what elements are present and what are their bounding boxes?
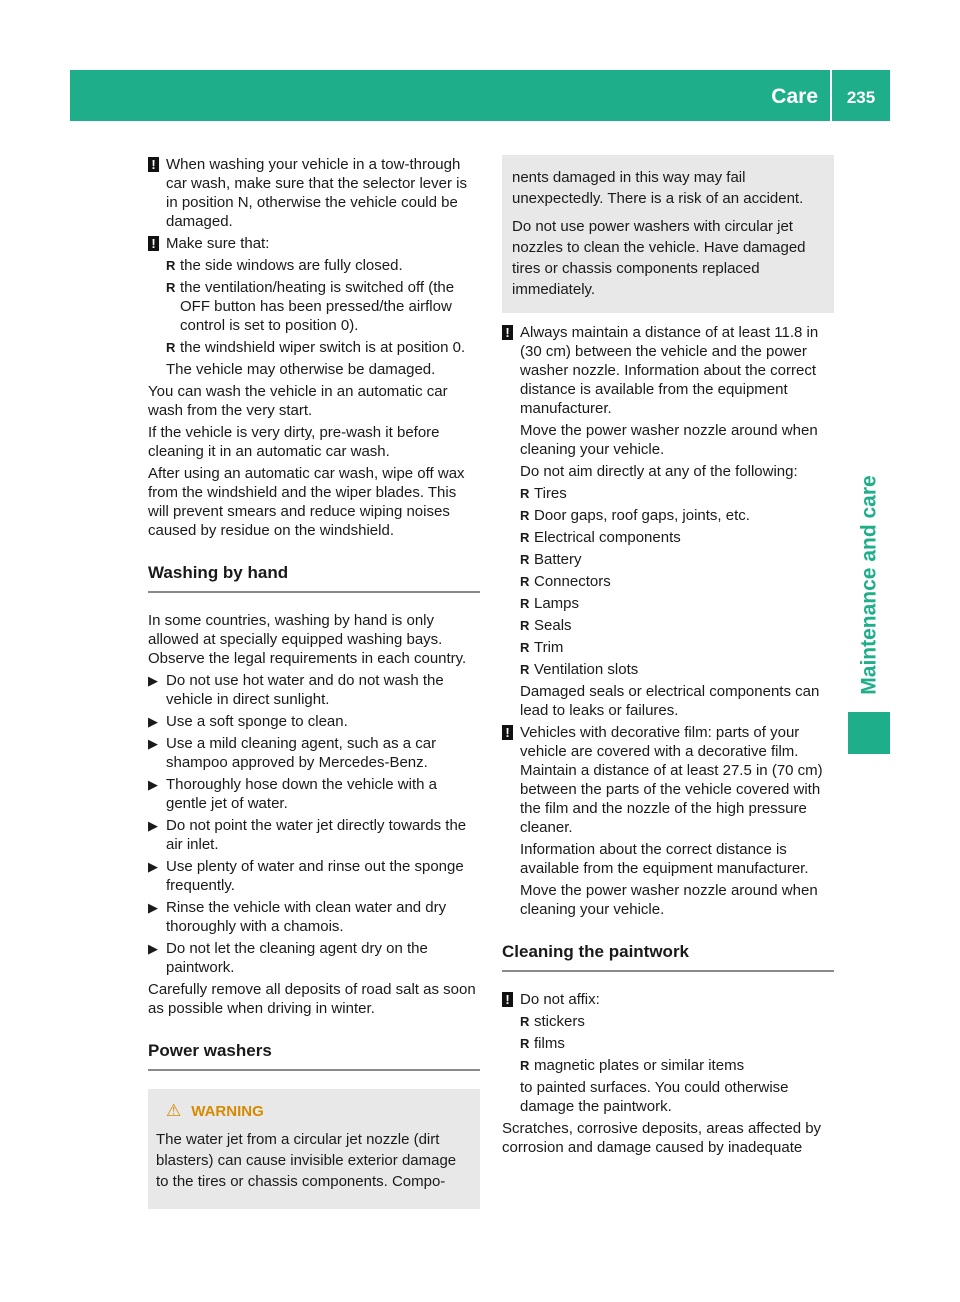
note-decorative-film <box>502 723 834 837</box>
exclamation-icon: ! <box>502 325 513 340</box>
warning-header <box>156 1101 472 1121</box>
note-followup: Do not aim directly at any of the following: <box>520 463 798 480</box>
note-text: Always maintain a distance of at least 11.8 in (30 cm) between the vehicle and the power washer nozzle. Information about the correct distance is available from the equipment manufacturer. <box>520 324 819 417</box>
exclamation-icon: ! <box>148 157 159 172</box>
warning-label: WARNING <box>191 1103 264 1120</box>
step-item: ▶ Use plenty of water and rinse out the sponge frequently. <box>148 858 464 894</box>
note-text: Vehicles with decorative film: parts of your vehicle are covered with a decorative film. Maintain a distance of at least 27.5 in (70 cm) between the parts of the vehicle covered with the film and the nozzle of the high pressure cleaner. <box>520 724 823 836</box>
exclamation-icon: ! <box>148 236 159 251</box>
step-item: ▶ Do not use hot water and do not wash the vehicle in direct sunlight. <box>148 672 444 708</box>
arrow-right-icon: ▶ <box>148 900 158 915</box>
step-item: ▶ Thoroughly hose down the vehicle with a gentle jet of water. <box>148 776 437 812</box>
heading-washing-by-hand: Washing by hand <box>148 562 480 593</box>
note-text: When washing your vehicle in a tow-through car wash, make sure that the selector lever is in position N, otherwise the vehicle could be damaged. <box>166 156 467 230</box>
bullet-icon: R <box>520 640 530 655</box>
note-text: Do not affix: <box>520 991 600 1008</box>
arrow-right-icon: ▶ <box>148 818 158 833</box>
bullet-icon: R <box>520 618 530 633</box>
step-item: ▶ Do not let the cleaning agent dry on the paintwork. <box>148 940 428 976</box>
do-not-aim-list <box>502 484 834 679</box>
header-bar <box>70 70 890 121</box>
note-do-not-affix <box>502 990 834 1009</box>
arrow-right-icon: ▶ <box>148 736 158 751</box>
note-followup: Move the power washer nozzle around when cleaning your vehicle. <box>520 882 818 918</box>
note-towthrough <box>148 155 480 231</box>
exclamation-icon: ! <box>502 725 513 740</box>
list-item: R the ventilation/heating is switched off (the OFF button has been pressed/the airflow control is set to position 0). <box>166 279 455 334</box>
warning-text: Do not use power washers with circular jet nozzles to clean the vehicle. Have damaged tires or chassis components replaced immediately. <box>512 218 806 298</box>
paragraph: Scratches, corrosive deposits, areas affected by corrosion and damage caused by inadequate <box>502 1120 822 1156</box>
warning-box <box>148 1089 480 1209</box>
step-item: ▶ Do not point the water jet directly towards the air inlet. <box>148 817 467 853</box>
bullet-icon: R <box>520 1058 530 1073</box>
bullet-icon: R <box>520 530 530 545</box>
bullet-icon: R <box>166 280 176 295</box>
bullet-icon: R <box>520 1036 530 1051</box>
make-sure-list <box>148 256 480 357</box>
list-item: R Ventilation slots <box>520 661 639 678</box>
arrow-right-icon: ▶ <box>148 673 158 688</box>
paragraph: If the vehicle is very dirty, pre-wash it before cleaning it in an automatic car wash. <box>148 424 440 460</box>
bullet-icon: R <box>520 486 530 501</box>
bullet-icon: R <box>520 508 530 523</box>
side-tab <box>848 470 890 700</box>
note-followup: to painted surfaces. You could otherwise damage the paintwork. <box>520 1079 789 1115</box>
bullet-icon: R <box>520 574 530 589</box>
list-item: R Tires <box>520 485 567 502</box>
list-item: R Trim <box>520 639 564 656</box>
list-item: R films <box>520 1035 565 1052</box>
note-text: Make sure that: <box>166 235 270 252</box>
heading-cleaning-paintwork: Cleaning the paintwork <box>502 941 834 972</box>
left-column <box>148 155 480 1209</box>
paragraph: Carefully remove all deposits of road salt as soon as possible when driving in winter. <box>148 981 476 1017</box>
bullet-icon: R <box>166 340 176 355</box>
list-item: R Lamps <box>520 595 580 612</box>
list-item: R Connectors <box>520 573 611 590</box>
warning-triangle-icon: ⚠ <box>166 1101 182 1120</box>
bullet-icon: R <box>166 258 176 273</box>
section-title: Care <box>771 85 818 108</box>
hand-steps <box>148 671 480 977</box>
list-item: R stickers <box>520 1013 585 1030</box>
list-item: R the windshield wiper switch is at position 0. <box>166 339 466 356</box>
right-column <box>502 155 834 1160</box>
note-followup: Damaged seals or electrical components can lead to leaks or failures. <box>520 683 820 719</box>
bullet-icon: R <box>520 662 530 677</box>
note-followup: Information about the correct distance is available from the equipment manufacturer. <box>520 841 809 877</box>
warning-text: nents damaged in this way may fail unexpectedly. There is a risk of an accident. <box>512 169 804 207</box>
exclamation-icon: ! <box>502 992 513 1007</box>
paragraph: In some countries, washing by hand is only allowed at specially equipped washing bays. Observe the legal requirements in each country. <box>148 612 467 667</box>
arrow-right-icon: ▶ <box>148 941 158 956</box>
page-number: 235 <box>846 88 876 107</box>
heading-power-washers: Power washers <box>148 1040 480 1071</box>
list-item: R Seals <box>520 617 572 634</box>
warning-box-continued <box>502 155 834 313</box>
note-followup: The vehicle may otherwise be damaged. <box>166 361 436 378</box>
step-item: ▶ Use a soft sponge to clean. <box>148 713 348 730</box>
side-tab-block <box>848 712 890 754</box>
warning-text: The water jet from a circular jet nozzle (dirt blasters) can cause invisible exterior damage to the tires or chassis components. Compo- <box>156 1131 457 1190</box>
note-distance <box>502 323 834 418</box>
step-item: ▶ Rinse the vehicle with clean water and dry thoroughly with a chamois. <box>148 899 447 935</box>
list-item: R the side windows are fully closed. <box>166 257 403 274</box>
note-followup: Move the power washer nozzle around when cleaning your vehicle. <box>520 422 818 458</box>
side-tab-label: Maintenance and care <box>857 475 881 695</box>
do-not-affix-list <box>502 1012 834 1075</box>
list-item: R Battery <box>520 551 582 568</box>
list-item: R Electrical components <box>520 529 681 546</box>
bullet-icon: R <box>520 596 530 611</box>
arrow-right-icon: ▶ <box>148 714 158 729</box>
arrow-right-icon: ▶ <box>148 777 158 792</box>
step-item: ▶ Use a mild cleaning agent, such as a car shampoo approved by Mercedes-Benz. <box>148 735 437 771</box>
arrow-right-icon: ▶ <box>148 859 158 874</box>
paragraph: You can wash the vehicle in an automatic car wash from the very start. <box>148 383 448 419</box>
list-item: R magnetic plates or similar items <box>520 1057 745 1074</box>
note-make-sure <box>148 234 480 253</box>
bullet-icon: R <box>520 552 530 567</box>
paragraph: After using an automatic car wash, wipe off wax from the windshield and the wiper blades. This will prevent smears and reduce wiping noises caused by residue on the windshield. <box>148 465 465 539</box>
list-item: R Door gaps, roof gaps, joints, etc. <box>520 507 750 524</box>
bullet-icon: R <box>520 1014 530 1029</box>
